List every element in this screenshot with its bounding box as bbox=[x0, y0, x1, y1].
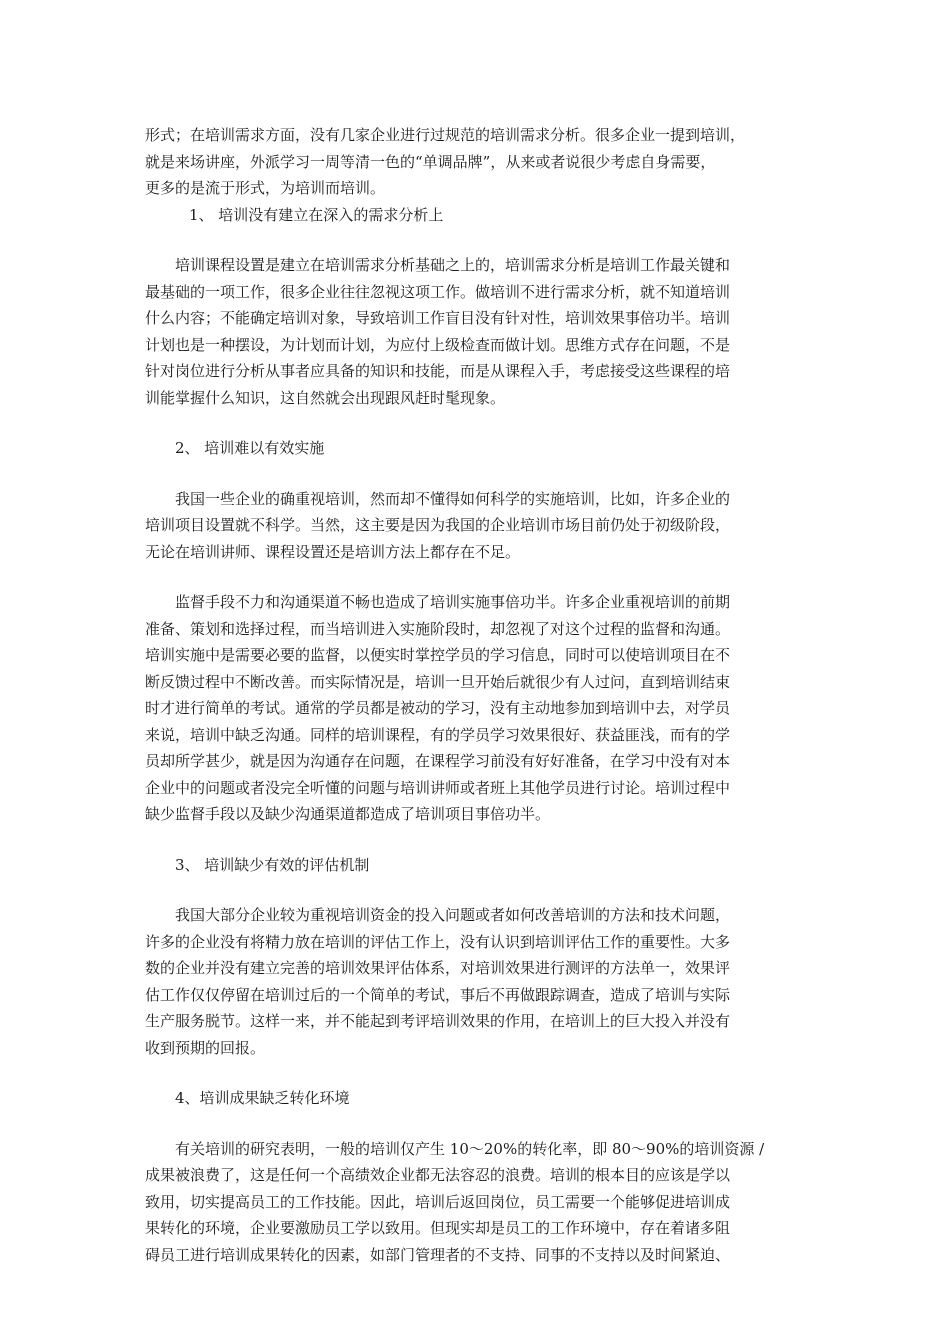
text-line: 形式；在培训需求方面，没有几家企业进行过规范的培训需求分析。很多企业一提到培训， bbox=[145, 126, 746, 144]
text-line: 成果被浪费了，这是任何一个高绩效企业都无法容忍的浪费。培训的根本目的应该是学以 bbox=[145, 1166, 731, 1184]
text-line: 无论在培训讲师、课程设置还是培训方法上都存在不足。 bbox=[145, 542, 521, 561]
text-line: 我国一些企业的确重视培训，然而却不懂得如何科学的实施培训，比如，许多企业的 bbox=[175, 489, 731, 508]
text-line: 监督手段不力和沟通渠道不畅也造成了培训实施事倍功半。许多企业重视培训的前期 bbox=[175, 593, 731, 611]
text-line: 什么内容；不能确定培训对象，导致培训工作盲目没有针对性，培训效果事倍功半。培训 bbox=[145, 309, 731, 327]
text-line: 就是来场讲座，外派学习一周等清一色的“单调品牌”，从来或者说很少考虑自身需要， bbox=[145, 152, 716, 171]
section-heading-2: 2、 培训难以有效实施 bbox=[175, 439, 325, 457]
text-line: 来说，培训中缺乏沟通。同样的培训课程，有的学员学习效果很好、获益匪浅，而有的学 bbox=[145, 725, 731, 744]
text-line: 果转化的环境，企业要激励员工学以致用。但现实却是员工的工作环境中，存在着诸多阻 bbox=[145, 1219, 731, 1237]
document-body bbox=[145, 122, 807, 1268]
text-line: 企业中的问题或者没完全听懂的问题与培训讲师或者班上其他学员进行讨论。培训过程中 bbox=[145, 778, 731, 797]
section2-paragraph-1 bbox=[145, 486, 807, 566]
text-line: 数的企业并没有建立完善的培训效果评估体系，对培训效果进行测评的方法单一，效果评 bbox=[145, 959, 731, 977]
section3-paragraph bbox=[145, 902, 807, 1061]
text-line: 估工作仅仅停留在培训过后的一个简单的考试，事后不再做跟踪调查，造成了培训与实际 bbox=[145, 985, 731, 1004]
text-line: 碍员工进行培训成果转化的因素，如部门管理者的不支持、同事的不支持以及时间紧迫、 bbox=[145, 1245, 731, 1264]
text-line: 培训实施中是需要必要的监督，以便实时掌控学员的学习信息，同时可以使培训项目在不 bbox=[145, 646, 731, 664]
text-line: 许多的企业没有将精力放在培训的评估工作上，没有认识到培训评估工作的重要性。大多 bbox=[145, 932, 731, 951]
text-line: 训能掌握什么知识，这自然就会出现跟风赶时髦现象。 bbox=[145, 388, 506, 407]
text-line: 培训课程设置是建立在培训需求分析基础之上的，培训需求分析是培训工作最关键和 bbox=[175, 256, 731, 274]
text-line: 针对岗位进行分析从事者应具备的知识和技能，而是从课程入手，考虑接受这些课程的培 bbox=[145, 362, 731, 380]
text-line: 缺少监督手段以及缺少沟通渠道都造成了培训项目事倍功半。 bbox=[145, 805, 551, 823]
section-heading-4: 4、培训成果缺乏转化环境 bbox=[175, 1089, 350, 1107]
text-line: 员却所学甚少，就是因为沟通存在问题，在课程学习前没有好好准备，在学习中没有对本 bbox=[145, 752, 731, 770]
text-line: 培训项目设置就不科学。当然，这主要是因为我国的企业培训市场目前仍处于初级阶段， bbox=[145, 516, 731, 534]
text-line: 时才进行简单的考试。通常的学员都是被动的学习，没有主动地参加到培训中去，对学员 bbox=[145, 699, 731, 717]
text-line: 计划也是一种摆设，为计划而计划，为应付上级检查而做计划。思维方式存在问题，不是 bbox=[145, 335, 731, 354]
text-line: 致用，切实提高员工的工作技能。因此，培训后返回岗位，员工需要一个能够促进培训成 bbox=[145, 1192, 731, 1211]
text-line: 更多的是流于形式，为培训而培训。 bbox=[145, 179, 386, 197]
text-line: 断反馈过程中不断改善。而实际情况是，培训一旦开始后就很少有人过问，直到培训结束 bbox=[145, 672, 731, 691]
text-line: 最基础的一项工作，很多企业往往忽视这项工作。做培训不进行需求分析，就不知道培训 bbox=[145, 282, 731, 301]
text-line: 准备、策划和选择过程，而当培训进入实施阶段时，却忽视了对这个过程的监督和沟通。 bbox=[145, 619, 731, 638]
section1-paragraph bbox=[145, 252, 807, 411]
section-heading-1: 1、 培训没有建立在深入的需求分析上 bbox=[189, 205, 444, 224]
section2-paragraph-2 bbox=[145, 589, 807, 828]
text-line: 生产服务脱节。这样一来，并不能起到考评培训效果的作用，在培训上的巨大投入并没有 bbox=[145, 1012, 731, 1030]
section-heading-3: 3、 培训缺少有效的评估机制 bbox=[175, 855, 370, 874]
section4-paragraph bbox=[145, 1136, 807, 1269]
intro-paragraph bbox=[145, 122, 807, 202]
text-line: 有关培训的研究表明，一般的培训仅产生 10～20%的转化率，即 80～90%的培训资源 / bbox=[175, 1139, 765, 1158]
text-line: 我国大部分企业较为重视培训资金的投入问题或者如何改善培训的方法和技术问题， bbox=[175, 906, 731, 924]
text-line: 收到预期的回报。 bbox=[145, 1038, 266, 1057]
